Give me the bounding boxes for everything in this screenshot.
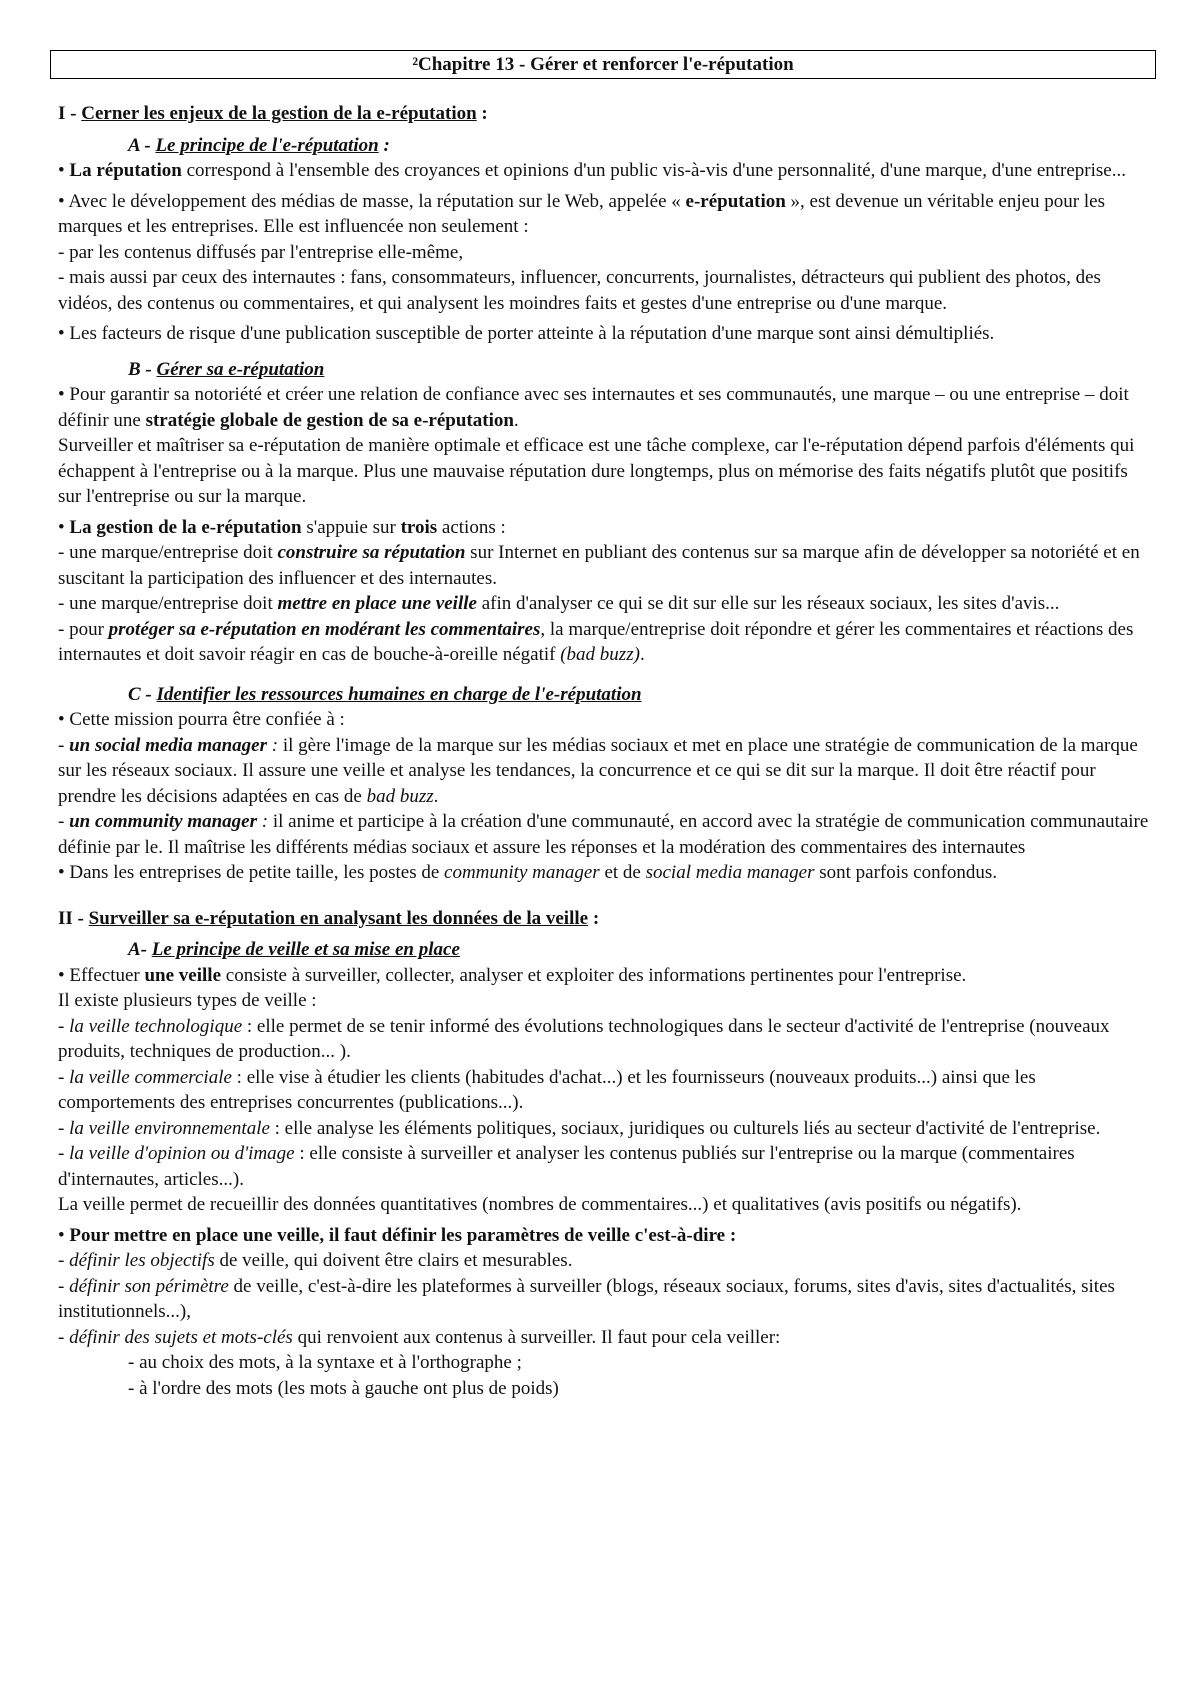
text: Cette mission pourra être confiée à : <box>69 709 345 730</box>
text: - une marque/entreprise doit <box>58 542 278 563</box>
subsection-1c-heading <box>128 682 1152 708</box>
bold-term: trois <box>400 516 438 538</box>
paragraph <box>58 515 1152 668</box>
text: Avec le développement des médias de masse, la réputation sur le Web, appelée « <box>68 190 686 212</box>
text: : elle vise à étudier les clients (habitudes d'achat...) et les fournisseurs (nouveaux produits...) ainsi que les comportements des entreprises concurrentes (publications...). <box>58 1066 1036 1113</box>
bullet-icon: • <box>58 384 65 405</box>
italic-term: la veille commerciale <box>69 1066 232 1088</box>
text: . <box>513 409 519 431</box>
text: - pour <box>58 618 109 640</box>
italic-term: la veille technologique <box>69 1015 243 1037</box>
text: Effectuer <box>69 964 145 986</box>
text: , la marque/entreprise doit répondre et gérer les commentaires et réactions des internautes et doit savoir réagir en cas de bouche-à-oreille négatif <box>58 618 1134 665</box>
italic-term: définir son périmètre <box>69 1275 229 1297</box>
bullet-icon: • <box>58 516 65 538</box>
section-2-heading <box>58 906 1152 932</box>
italic-term: bad buzz <box>366 785 434 807</box>
bullet-icon: • <box>58 323 65 344</box>
colon: : <box>476 103 488 124</box>
bold-italic-term: construire sa réputation <box>277 542 466 563</box>
bold-term: e-réputation <box>685 190 786 212</box>
text: Dans les entreprises de petite taille, les postes de <box>69 862 445 883</box>
subsection-label: A - <box>128 134 156 156</box>
italic-term: : <box>267 734 279 756</box>
text: de veille, qui doivent être clairs et mesurables. <box>214 1250 573 1271</box>
text: et de <box>599 862 646 883</box>
section-title: Surveiller sa e-réputation en analysant les données de la veille <box>88 907 589 929</box>
page-title: ²Chapitre 13 - Gérer et renforcer l'e-réputation <box>50 50 1156 79</box>
text: », est devenue un véritable enjeu pour les marques et les entreprises. Elle est influencée non seulement : <box>58 190 1105 237</box>
text: il anime et participe à la création d'une communauté, en accord avec la stratégie de communication communautaire définie par le. Il maîtrise les différents médias sociaux et assure les réponses et la modération des commentaires des internautes <box>58 811 1149 858</box>
italic-term: la veille d'opinion ou d'image <box>69 1143 295 1164</box>
text: il gère l'image de la marque sur les médias sociaux et met en place une stratégie de communication de la marque sur les réseaux sociaux. Il assure une veille et analyse les tendances, la concurrence et ce qui se dit sur la marque. Il doit être réactif pour prendre les décisions adaptées en cas de <box>58 734 1138 807</box>
subsection-label: A- <box>128 939 152 960</box>
text: Les facteurs de risque d'une publication susceptible de porter atteinte à la réputation d'une marque sont ainsi démultipliés. <box>69 323 995 344</box>
section-number: I - <box>58 103 82 124</box>
text: actions : <box>437 516 506 538</box>
text: qui renvoient aux contenus à surveiller. Il faut pour cela veiller: <box>292 1326 781 1348</box>
text: Surveiller et maîtriser sa e-réputation de manière optimale et efficace est une tâche complexe, car l'e-réputation dépend parfois d'éléments qui échappent à l'entreprise ou à la marque. Plus une mauvaise réputation dure longtemps, plus on mémorise des faits négatifs plutôt que positifs sur l'entreprise ou sur la marque. <box>58 435 1135 507</box>
paragraph <box>58 707 1152 886</box>
italic-term: (bad buzz) <box>560 644 640 665</box>
text: Il existe plusieurs types de veille : <box>58 990 317 1011</box>
bold-italic-term: protéger sa e-réputation en modérant les commentaires <box>108 618 541 640</box>
italic-term: la veille environnementale <box>69 1117 270 1139</box>
subsection-title: Le principe de l'e-réputation <box>155 134 379 156</box>
sub-list-item: - au choix des mots, à la syntaxe et à l'orthographe ; <box>128 1352 522 1373</box>
text: correspond à l'ensemble des croyances et opinions d'un public vis-à-vis d'une personnalité, d'une marque, d'une entreprise... <box>181 160 1126 181</box>
bold-term: Pour mettre en place une veille, il faut définir les paramètres de veille c'est-à-dire : <box>69 1224 737 1246</box>
colon: : <box>588 907 600 929</box>
text: La veille permet de recueillir des données quantitatives (nombres de commentaires...) et qualitatives (avis positifs ou négatifs). <box>58 1194 1022 1215</box>
text: . <box>639 644 645 665</box>
bullet-icon: • <box>58 964 65 986</box>
bold-term: La gestion de la e-réputation <box>69 516 302 538</box>
italic-term: social media manager <box>645 862 815 883</box>
sub-list-item: - à l'ordre des mots (les mots à gauche ont plus de poids) <box>128 1377 559 1399</box>
text: - <box>58 811 70 832</box>
subsection-title: Identifier les ressources humaines en charge de l'e-réputation <box>156 683 642 705</box>
italic-term: définir les objectifs <box>69 1250 215 1271</box>
section-1-heading <box>58 101 1152 127</box>
paragraph <box>58 321 1152 347</box>
subsection-label: B - <box>128 358 157 380</box>
paragraph: • Effectuer une veille consiste à surveiller, collecter, analyser et exploiter des informations pertinentes pour l'entreprise. Il existe plusieurs types de veille : - la veille technologique : elle permet de se tenir informé des évolutions technologiques dans le secteur d'activité de l'entreprise (nouveaux produits, techniques de production... ). - la veille commerciale : elle vise à étudier les clients (habitudes d'achat...) et les fournisseurs (nouveaux produits...) ainsi que les comportements des entreprises concurrentes (publications...). - la veille environnementale : elle analyse les éléments politiques, sociaux, juridiques ou culturels liés au secteur d'activité de l'entreprise. - la veille d'opinion ou d'image : elle consiste à surveiller et analyser les contenus publiés sur l'entreprise ou la marque (commentaires d'internautes, articles...). La veille permet de recueillir des données quantitatives (nombres de commentaires...) et qualitatives (avis positifs ou négatifs). <box>58 964 1110 1215</box>
paragraph <box>58 189 1152 317</box>
list-item: - mais aussi par ceux des internautes : fans, consommateurs, influencer, concurrents, journalistes, détracteurs qui publient des photos, des vidéos, des contenus ou commentaires, et qui analysent les moindres faits et gestes d'une entreprise ou d'une marque. <box>58 267 1101 314</box>
text: de veille, c'est-à-dire les plateformes à surveiller (blogs, réseaux sociaux, forums, sites d'avis, sites d'actualités, sites institutionnels...), <box>58 1275 1115 1322</box>
text: sont parfois confondus. <box>814 862 998 883</box>
subsection-title: Gérer sa e-réputation <box>156 358 325 380</box>
italic-term: community manager <box>444 862 600 883</box>
section-number: II - <box>58 907 89 929</box>
bullet-icon: • <box>58 160 65 181</box>
bold-italic-term: un community manager <box>69 811 257 832</box>
text: - <box>58 734 70 756</box>
paragraph: • Pour mettre en place une veille, il faut définir les paramètres de veille c'est-à-dire : - définir les objectifs de veille, qui doivent être clairs et mesurables. - définir son périmètre de veille, c'est-à-dire les plateformes à surveiller (blogs, réseaux sociaux, forums, sites d'avis, sites d'actualités, sites institutionnels...), - définir des sujets et mots-clés qui renvoient aux contenus à surveiller. Il faut pour cela veiller: <box>58 1224 1115 1348</box>
bullet-icon: • <box>58 190 65 212</box>
text: consiste à surveiller, collecter, analyser et exploiter des informations pertinentes pour l'entreprise. <box>221 964 967 986</box>
colon: : <box>378 134 390 156</box>
italic-term: définir des sujets et mots-clés <box>69 1326 293 1348</box>
text: : elle permet de se tenir informé des évolutions technologiques dans le secteur d'activité de l'entreprise (nouveaux produits, techniques de production... ). <box>58 1015 1110 1062</box>
subsection-title: Le principe de veille et sa mise en place <box>151 939 460 960</box>
list-item: - par les contenus diffusés par l'entreprise elle-même, <box>58 241 464 263</box>
text: s'appuie sur <box>301 516 401 538</box>
text: Pour garantir sa notoriété et créer une relation de confiance avec ses internautes et ses communautés, une marque – ou une entreprise – doit définir une <box>58 384 1129 431</box>
bullet-icon: • <box>58 862 65 883</box>
bold-term: La réputation <box>69 160 182 181</box>
subsection-1a-heading <box>128 133 1152 159</box>
bullet-icon: • <box>58 1224 65 1246</box>
bold-italic-term: un social media manager <box>69 734 268 756</box>
text: - une marque/entreprise doit <box>58 593 278 614</box>
paragraph <box>58 382 1152 510</box>
text: : elle analyse les éléments politiques, sociaux, juridiques ou culturels liés au secteur d'activité de l'entreprise. <box>269 1117 1101 1139</box>
bold-term: une veille <box>144 964 222 986</box>
section-title: Cerner les enjeux de la gestion de la e-réputation <box>81 103 477 124</box>
italic-term: : <box>257 811 269 832</box>
bullet-icon: • <box>58 709 65 730</box>
text: sur Internet en publiant des contenus sur sa marque afin de développer sa notoriété et en suscitant la participation des influencer et des internautes. <box>58 542 1140 589</box>
subsection-1b-heading <box>128 357 1152 383</box>
bold-italic-term: mettre en place une veille <box>277 593 477 614</box>
bold-term: stratégie globale de gestion de sa e-réputation <box>145 409 514 431</box>
text: : elle consiste à surveiller et analyser les contenus publiés sur l'entreprise ou la marque (commentaires d'internautes, articles...). <box>58 1143 1075 1190</box>
text: afin d'analyser ce qui se dit sur elle sur les réseaux sociaux, les sites d'avis... <box>476 593 1060 614</box>
text: . <box>433 785 439 807</box>
paragraph <box>58 158 1152 184</box>
subsection-2a-heading <box>128 937 1152 963</box>
subsection-label: C - <box>128 683 157 705</box>
